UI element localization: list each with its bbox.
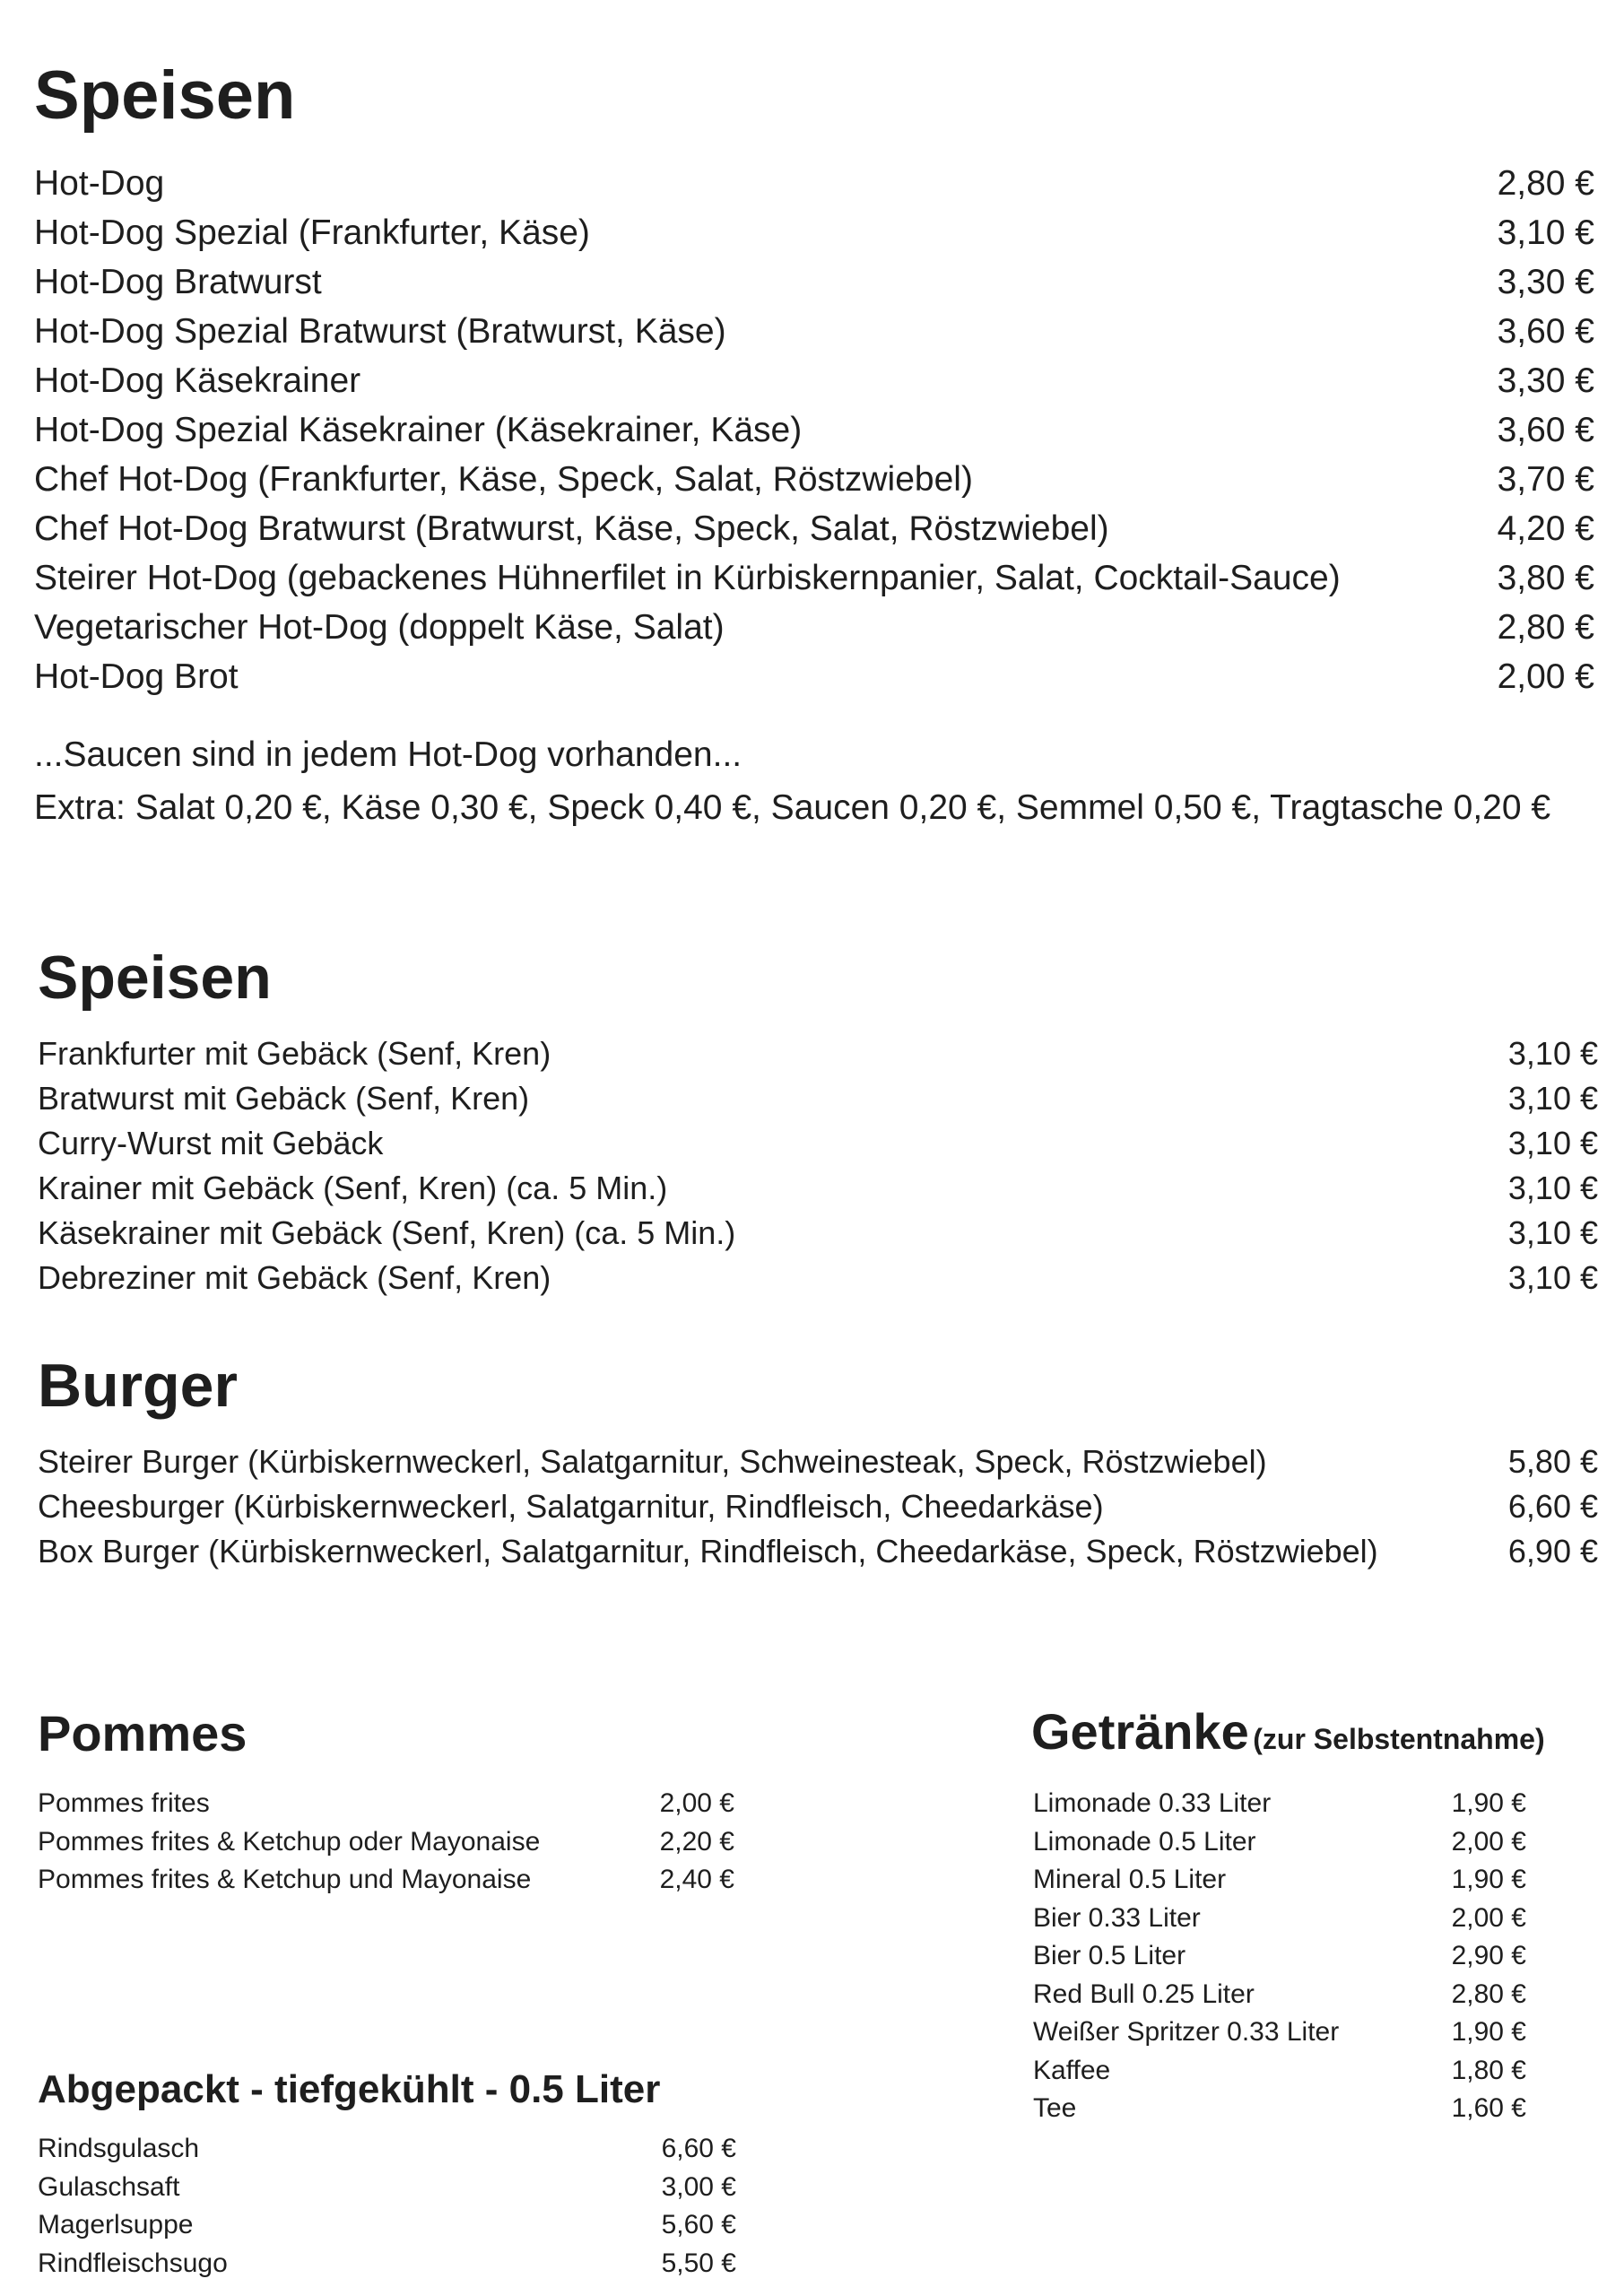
menu-item xyxy=(38,1211,1598,1256)
item-name: Chef Hot-Dog Bratwurst (Bratwurst, Käse, Speck, Salat, Röstzwiebel) xyxy=(34,509,1109,548)
item-price: 3,10 € xyxy=(1497,213,1594,252)
item-name: Steirer Burger (Kürbiskernweckerl, Salatgarnitur, Schweinesteak, Speck, Röstzwiebel) xyxy=(38,1443,1267,1480)
menu-item xyxy=(1033,2090,1526,2128)
item-price: 3,10 € xyxy=(1507,1170,1598,1206)
menu-item xyxy=(38,1529,1598,1574)
item-name: Tee xyxy=(1033,2093,1077,2123)
item-price: 5,80 € xyxy=(1507,1443,1598,1480)
item-price: 3,30 € xyxy=(1497,361,1594,400)
menu-item xyxy=(38,1785,734,1823)
item-name: Bratwurst mit Gebäck (Senf, Kren) xyxy=(38,1080,530,1117)
item-price: 3,60 € xyxy=(1497,312,1594,351)
item-price: 2,90 € xyxy=(1451,1941,1526,1970)
pommes-list xyxy=(38,1785,734,1900)
item-price: 2,00 € xyxy=(1451,1902,1526,1933)
item-price: 3,60 € xyxy=(1497,411,1594,449)
drinks-list xyxy=(1033,1785,1526,2128)
item-price: 2,40 € xyxy=(659,1865,734,1894)
item-name: Hot-Dog Käsekrainer xyxy=(34,361,361,400)
menu-item xyxy=(34,257,1594,307)
item-price: 2,80 € xyxy=(1451,1979,1526,2009)
item-name: Hot-Dog Spezial Bratwurst (Bratwurst, Käse) xyxy=(34,312,726,351)
item-name: Limonade 0.5 Liter xyxy=(1033,1826,1256,1857)
item-name: Hot-Dog xyxy=(34,164,165,203)
menu-item xyxy=(34,652,1594,701)
hotdog-list xyxy=(34,159,1594,701)
menu-item xyxy=(1033,1976,1526,2014)
menu-item xyxy=(34,307,1594,356)
burger-list xyxy=(38,1439,1598,1574)
menu-item xyxy=(38,2130,736,2169)
pommes-section-title: Pommes xyxy=(38,1705,248,1761)
menu-item xyxy=(38,1861,734,1900)
item-name: Frankfurter mit Gebäck (Senf, Kren) xyxy=(38,1035,551,1072)
item-name: Chef Hot-Dog (Frankfurter, Käse, Speck, Salat, Röstzwiebel) xyxy=(34,460,973,499)
menu-item xyxy=(38,1439,1598,1484)
menu-item xyxy=(38,1121,1598,1166)
item-name: Weißer Spritzer 0.33 Liter xyxy=(1033,2017,1340,2047)
item-price: 1,90 € xyxy=(1451,1788,1526,1818)
menu-item xyxy=(1033,2013,1526,2052)
item-name: Curry-Wurst mit Gebäck xyxy=(38,1125,384,1161)
item-price: 3,10 € xyxy=(1507,1125,1598,1161)
item-name: Box Burger (Kürbiskernweckerl, Salatgarnitur, Rindfleisch, Cheedarkäse, Speck, Röstzwiebel) xyxy=(38,1533,1378,1570)
item-name: Steirer Hot-Dog (gebackenes Hühnerfilet in Kürbiskernpanier, Salat, Cocktail-Sauce) xyxy=(34,559,1341,597)
item-name: Gulaschsaft xyxy=(38,2171,180,2202)
item-name: Hot-Dog Spezial (Frankfurter, Käse) xyxy=(34,213,590,252)
item-price: 3,10 € xyxy=(1507,1259,1598,1296)
menu-item xyxy=(38,1166,1598,1211)
menu-item xyxy=(38,1484,1598,1529)
item-name: Magerlsuppe xyxy=(38,2210,194,2239)
item-price: 2,20 € xyxy=(659,1826,734,1857)
item-price: 1,90 € xyxy=(1451,2017,1526,2047)
hotdog-section-title: Speisen xyxy=(34,57,296,134)
item-name: Pommes frites & Ketchup und Mayonaise xyxy=(38,1865,532,1894)
item-name: Hot-Dog Brot xyxy=(34,657,239,696)
menu-item xyxy=(34,356,1594,405)
item-price: 3,30 € xyxy=(1497,263,1594,301)
item-price: 2,80 € xyxy=(1497,164,1594,203)
item-name: Mineral 0.5 Liter xyxy=(1033,1865,1227,1894)
item-name: Red Bull 0.25 Liter xyxy=(1033,1979,1255,2009)
item-name: Hot-Dog Spezial Käsekrainer (Käsekrainer, Käse) xyxy=(34,411,803,449)
packaged-section-title: Abgepackt - tiefgekühlt - 0.5 Liter xyxy=(38,2067,661,2111)
menu-item xyxy=(34,455,1594,504)
menu-item xyxy=(1033,1861,1526,1900)
drinks-heading xyxy=(1031,1702,1545,1761)
item-name: Rindfleischsugo xyxy=(38,2248,228,2278)
drinks-section-title: Getränke xyxy=(1031,1703,1249,1760)
drinks-section-subtitle: (zur Selbstentnahme) xyxy=(1253,1723,1545,1755)
sausage-section-title: Speisen xyxy=(38,944,272,1012)
menu-item xyxy=(38,2245,736,2283)
menu-item xyxy=(34,504,1594,553)
menu-item xyxy=(1033,1785,1526,1823)
sauce-note: ...Saucen sind in jedem Hot-Dog vorhanden... xyxy=(34,735,743,774)
menu-item xyxy=(34,553,1594,603)
menu-item xyxy=(34,603,1594,652)
burger-section-title: Burger xyxy=(38,1352,238,1420)
item-price: 1,80 € xyxy=(1451,2055,1526,2085)
menu-item xyxy=(34,405,1594,455)
item-name: Debreziner mit Gebäck (Senf, Kren) xyxy=(38,1259,551,1296)
item-price: 2,00 € xyxy=(659,1788,734,1818)
item-price: 2,00 € xyxy=(1451,1826,1526,1857)
item-price: 3,10 € xyxy=(1507,1214,1598,1251)
menu-item xyxy=(34,208,1594,257)
item-name: Cheesburger (Kürbiskernweckerl, Salatgarnitur, Rindfleisch, Cheedarkäse) xyxy=(38,1488,1104,1525)
menu-item xyxy=(34,159,1594,208)
item-price: 3,70 € xyxy=(1497,460,1594,499)
menu-item xyxy=(38,1031,1598,1076)
item-price: 3,80 € xyxy=(1497,559,1594,597)
menu-item xyxy=(38,2206,736,2245)
item-name: Bier 0.33 Liter xyxy=(1033,1902,1201,1933)
item-name: Pommes frites xyxy=(38,1788,210,1818)
item-name: Krainer mit Gebäck (Senf, Kren) (ca. 5 Min.) xyxy=(38,1170,668,1206)
packaged-list xyxy=(38,2130,736,2283)
item-price: 4,20 € xyxy=(1497,509,1594,548)
item-name: Bier 0.5 Liter xyxy=(1033,1941,1186,1970)
item-price: 3,10 € xyxy=(1507,1035,1598,1072)
item-price: 3,00 € xyxy=(661,2171,736,2202)
extras-note: Extra: Salat 0,20 €, Käse 0,30 €, Speck 0,40 €, Saucen 0,20 €, Semmel 0,50 €, Tragtasche 0,20 € xyxy=(34,788,1551,827)
menu-item xyxy=(38,1076,1598,1121)
item-price: 2,80 € xyxy=(1497,608,1594,647)
item-name: Limonade 0.33 Liter xyxy=(1033,1788,1272,1818)
item-price: 6,90 € xyxy=(1507,1533,1598,1570)
menu-item xyxy=(38,1256,1598,1300)
menu-item xyxy=(1033,1937,1526,1976)
menu-item xyxy=(38,1823,734,1862)
item-price: 5,50 € xyxy=(661,2248,736,2278)
item-price: 1,60 € xyxy=(1451,2093,1526,2123)
item-price: 2,00 € xyxy=(1497,657,1594,696)
menu-item xyxy=(38,2169,736,2207)
item-price: 6,60 € xyxy=(1507,1488,1598,1525)
item-name: Käsekrainer mit Gebäck (Senf, Kren) (ca. 5 Min.) xyxy=(38,1214,736,1251)
menu-item xyxy=(1033,1900,1526,1938)
item-price: 1,90 € xyxy=(1451,1865,1526,1894)
item-name: Pommes frites & Ketchup oder Mayonaise xyxy=(38,1826,541,1857)
item-name: Kaffee xyxy=(1033,2055,1111,2085)
item-name: Rindsgulasch xyxy=(38,2134,200,2163)
item-name: Hot-Dog Bratwurst xyxy=(34,263,322,301)
item-price: 5,60 € xyxy=(661,2210,736,2239)
menu-item xyxy=(1033,2052,1526,2091)
menu-item xyxy=(1033,1823,1526,1862)
item-name: Vegetarischer Hot-Dog (doppelt Käse, Salat) xyxy=(34,608,725,647)
item-price: 6,60 € xyxy=(661,2134,736,2163)
item-price: 3,10 € xyxy=(1507,1080,1598,1117)
sausage-list xyxy=(38,1031,1598,1300)
